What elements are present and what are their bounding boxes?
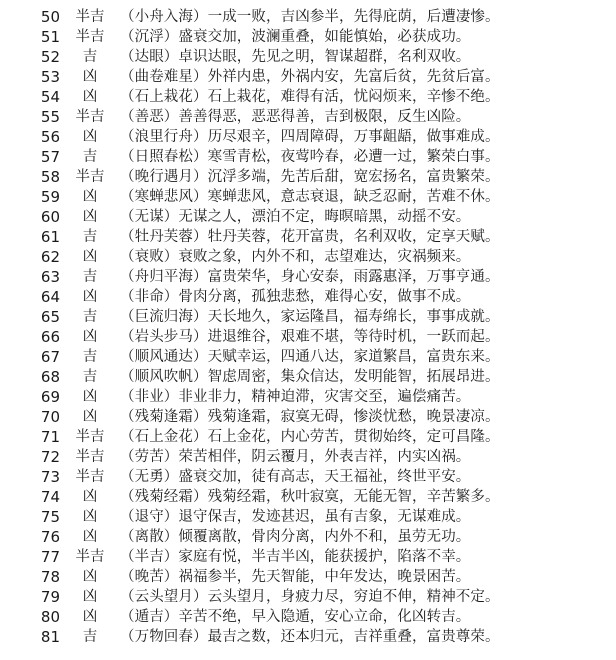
entry-number: 72 (40, 448, 60, 466)
entry-number: 78 (40, 568, 60, 586)
entry-fortune: 吉 (82, 349, 98, 365)
list-item (0, 607, 616, 627)
entry-description: （云头望月）云头望月，身疲力尽，穷迫不伸，精神不定。 (120, 589, 500, 605)
list-item (0, 67, 616, 87)
entry-number: 71 (40, 428, 60, 446)
entry-fortune: 凶 (82, 389, 98, 405)
entry-number: 57 (40, 148, 60, 166)
entry-description: （无勇）盛衰交加，徒有高志，天王福祉，终世平安。 (120, 469, 471, 485)
entry-number: 77 (40, 548, 60, 566)
list-item (0, 307, 616, 327)
entry-fortune: 吉 (82, 229, 98, 245)
entry-fortune: 凶 (82, 329, 98, 345)
entry-fortune: 半吉 (75, 109, 105, 125)
entry-description: （残菊经霜）残菊经霜，秋叶寂寞，无能无智，辛苦繁多。 (120, 489, 500, 505)
entry-fortune: 半吉 (75, 169, 105, 185)
entry-number: 62 (40, 248, 60, 266)
list-item (0, 87, 616, 107)
entry-number: 54 (40, 88, 60, 106)
list-item (0, 287, 616, 307)
list-item (0, 207, 616, 227)
entry-number: 76 (40, 528, 60, 546)
entry-fortune: 吉 (82, 269, 98, 285)
entry-number: 59 (40, 188, 60, 206)
entry-description: （达眼）卓识达眼，先见之明，智谋超群，名利双收。 (120, 49, 471, 65)
entry-description: （退守）退守保吉，发迹甚迟，虽有吉象，无谋难成。 (120, 509, 471, 525)
entry-description: （非命）骨肉分离，孤独悲愁，难得心安，做事不成。 (120, 289, 471, 305)
entry-number: 79 (40, 588, 60, 606)
entry-number: 63 (40, 268, 60, 286)
list-item (0, 227, 616, 247)
entry-fortune: 半吉 (75, 429, 105, 445)
entry-description: （顺风通达）天赋幸运，四通八达，家道繁昌，富贵东来。 (120, 349, 500, 365)
list-item (0, 527, 616, 547)
entry-fortune: 凶 (82, 509, 98, 525)
list-item (0, 187, 616, 207)
entry-number: 75 (40, 508, 60, 526)
entry-number: 66 (40, 328, 60, 346)
entry-description: （善恶）善善得恶，恶恶得善，吉到极限，反生凶险。 (120, 109, 471, 125)
entry-number: 50 (40, 8, 60, 26)
entry-fortune: 凶 (82, 69, 98, 85)
entry-description: （日照春松）寒雪青松，夜莺吟春，必遭一过，繁荣白事。 (120, 149, 500, 165)
entry-description: （万物回春）最吉之数，还本归元，吉祥重叠，富贵尊荣。 (120, 629, 500, 645)
entry-fortune: 凶 (82, 529, 98, 545)
entry-number: 64 (40, 288, 60, 306)
entry-fortune: 半吉 (75, 469, 105, 485)
list-item (0, 27, 616, 47)
entry-fortune: 吉 (82, 369, 98, 385)
entry-fortune: 凶 (82, 609, 98, 625)
list-item (0, 127, 616, 147)
entry-description: （晚行遇月）沉浮多端，先苦后甜，宽宏扬名，富贵繁荣。 (120, 169, 500, 185)
list-item (0, 507, 616, 527)
entry-number: 65 (40, 308, 60, 326)
entry-fortune: 半吉 (75, 549, 105, 565)
entry-number: 61 (40, 228, 60, 246)
entry-fortune: 凶 (82, 189, 98, 205)
entry-description: （非业）非业非力，精神迫滞，灾害交至，遍偿痛苦。 (120, 389, 471, 405)
entry-number: 53 (40, 68, 60, 86)
entry-fortune: 凶 (82, 589, 98, 605)
entry-fortune: 凶 (82, 89, 98, 105)
entry-description: （无谋）无谋之人，漂泊不定，晦暝暗黑，动摇不安。 (120, 209, 471, 225)
entry-number: 67 (40, 348, 60, 366)
list-item (0, 167, 616, 187)
entry-description: （遁吉）辛苦不绝，早入隐遁，安心立命，化凶转吉。 (120, 609, 471, 625)
entry-description: （寒蝉悲风）寒蝉悲风，意志衰退，缺乏忍耐，苦难不休。 (120, 189, 500, 205)
list-item (0, 247, 616, 267)
entry-description: （浪里行舟）历尽艰辛，四周障碍，万事龃龉，做事难成。 (120, 129, 500, 145)
entry-fortune: 半吉 (75, 9, 105, 25)
entry-description: （残菊逢霜）残菊逢霜，寂寞无碍，惨淡忧愁，晚景凄凉。 (120, 409, 500, 425)
entry-fortune: 凶 (82, 489, 98, 505)
entry-number: 70 (40, 408, 60, 426)
list-item (0, 547, 616, 567)
entry-description: （劳苦）荣苦相伴，阴云覆月，外表吉祥，内实凶祸。 (120, 449, 471, 465)
entry-number: 55 (40, 108, 60, 126)
entry-description: （曲卷难星）外祥内患，外祸内安，先富后贫，先贫后富。 (120, 69, 500, 85)
entry-description: （衰败）衰败之象，内外不和，志望难达，灾祸频来。 (120, 249, 471, 265)
entry-number: 68 (40, 368, 60, 386)
list-item (0, 7, 616, 27)
entry-description: （晚苦）祸福参半，先天智能，中年发达，晚景困苦。 (120, 569, 471, 585)
entry-description: （沉浮）盛衰交加，波澜重叠，如能慎始，必获成功。 (120, 29, 471, 45)
entry-fortune: 吉 (82, 629, 98, 645)
entry-fortune: 凶 (82, 289, 98, 305)
entry-number: 73 (40, 468, 60, 486)
entry-description: （石上栽花）石上栽花，难得有活，忧闷烦来，辛惨不绝。 (120, 89, 500, 105)
list-item (0, 447, 616, 467)
entry-description: （小舟入海）一成一败，吉凶参半，先得庇荫，后遭凄惨。 (120, 9, 500, 25)
entry-description: （舟归平海）富贵荣华，身心安泰，雨露惠泽，万事亨通。 (120, 269, 500, 285)
list-item (0, 467, 616, 487)
list-item (0, 367, 616, 387)
entry-description: （石上金花）石上金花，内心劳苦，贯彻始终，定可昌隆。 (120, 429, 500, 445)
list-item (0, 267, 616, 287)
entry-number: 81 (40, 628, 60, 646)
list-item (0, 627, 616, 647)
list-item (0, 487, 616, 507)
list-item (0, 147, 616, 167)
list-item (0, 387, 616, 407)
entry-number: 74 (40, 488, 60, 506)
list-item (0, 427, 616, 447)
entry-fortune: 凶 (82, 409, 98, 425)
entry-description: （岩头步马）进退维谷，艰难不堪，等待时机，一跃而起。 (120, 329, 500, 345)
entry-description: （牡丹芙蓉）牡丹芙蓉，花开富贵，名利双收，定享天赋。 (120, 229, 500, 245)
list-item (0, 567, 616, 587)
entry-fortune: 半吉 (75, 29, 105, 45)
entry-number: 60 (40, 208, 60, 226)
entry-fortune: 凶 (82, 569, 98, 585)
entry-description: （巨流归海）天长地久，家运隆昌，福寿绵长，事事成就。 (120, 309, 500, 325)
entry-number: 58 (40, 168, 60, 186)
entry-description: （离散）倾覆离散，骨肉分离，内外不和，虽劳无功。 (120, 529, 471, 545)
entry-description: （半吉）家庭有悦，半吉半凶，能获援护，陷落不幸。 (120, 549, 471, 565)
list-item (0, 347, 616, 367)
entry-number: 51 (40, 28, 60, 46)
entry-fortune: 凶 (82, 129, 98, 145)
list-item (0, 107, 616, 127)
list-item (0, 587, 616, 607)
entry-fortune: 半吉 (75, 449, 105, 465)
entry-fortune: 吉 (82, 149, 98, 165)
list-item (0, 327, 616, 347)
entry-number: 56 (40, 128, 60, 146)
entry-number: 69 (40, 388, 60, 406)
entry-description: （顺风吹帆）智虑周密，集众信达，发明能智，拓展昂进。 (120, 369, 500, 385)
entry-number: 52 (40, 48, 60, 66)
entry-fortune: 吉 (82, 309, 98, 325)
entry-fortune: 凶 (82, 249, 98, 265)
list-item (0, 47, 616, 67)
entry-fortune: 吉 (82, 49, 98, 65)
entry-number: 80 (40, 608, 60, 626)
list-item (0, 407, 616, 427)
entry-fortune: 凶 (82, 209, 98, 225)
